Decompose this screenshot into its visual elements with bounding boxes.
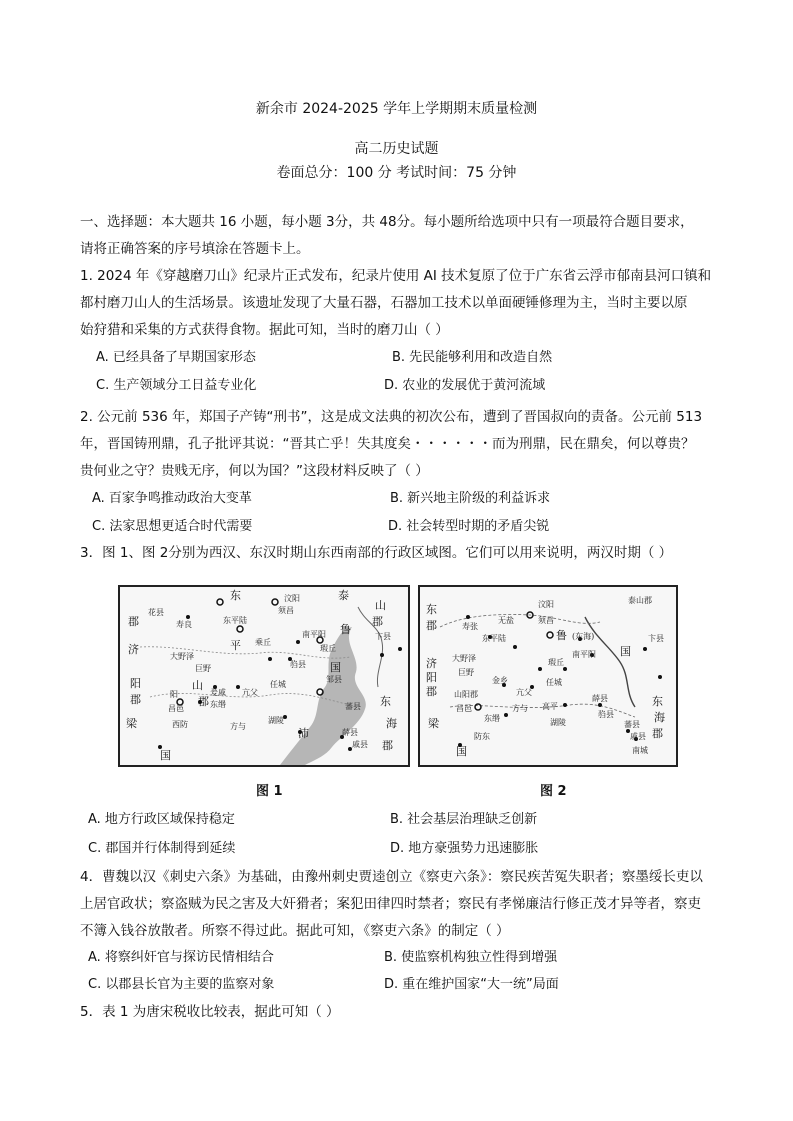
question-1-option-b[interactable]: B. 先民能够利用和改造自然: [392, 350, 553, 365]
map-label: 汶阳: [538, 600, 554, 609]
map-label: 方与: [230, 722, 246, 731]
map-label: 乘丘: [255, 638, 271, 647]
map-label: 戚县: [630, 732, 646, 741]
map-label: 湖陵: [268, 716, 284, 725]
map-label: 戚县: [352, 740, 368, 749]
map-label: 爰戚: [210, 688, 226, 697]
map-label: 郡: [382, 739, 393, 752]
map-label: 大野泽: [170, 652, 194, 661]
map-corner-label: 泰山郡: [628, 596, 652, 605]
question-2-option-d[interactable]: D. 社会转型时期的矛盾尖锐: [388, 519, 550, 534]
map-label: 南平阳: [572, 650, 596, 659]
map-label: 梁: [126, 717, 137, 730]
map-label: 梁: [428, 717, 439, 730]
map-label: 汶阳: [284, 594, 300, 603]
map-label: 昌邑: [456, 704, 472, 713]
question-4-line-3: 不簿入钱谷放散者。所察不得过此。据此可知，《察吏六条》的制定（ ）: [80, 923, 510, 939]
map-label: 瑕丘: [548, 658, 564, 667]
map-label: 阳: [426, 671, 437, 684]
question-1-line-2: 都村磨刀山人的生活场景。该遗址发现了大量石器，石器加工技术以单面硬锤修理为主，当时主要以原: [80, 295, 688, 311]
map-label: 巨野: [195, 664, 211, 673]
map-label: 东: [230, 589, 241, 602]
map-label: 山: [192, 679, 203, 692]
figure-2-map-svg: [420, 587, 676, 765]
map-label: 任城: [546, 678, 562, 687]
question-2-line-3: 贵何业之守？贵贱无序，何以为国？”这段材料反映了（ ）: [80, 463, 429, 479]
map-label: 卞县: [375, 632, 391, 641]
map-label: 昌邑: [168, 704, 184, 713]
map-label: 西防: [172, 720, 188, 729]
question-1-option-d[interactable]: D. 农业的发展优于黄河流域: [384, 378, 546, 393]
map-label: 郡: [426, 619, 437, 632]
question-2-line-1: 2. 公元前 536 年，郑国子产铸“刑书”，这是成文法典的初次公布，遭到了晋国叔向的责备。公元前 513: [80, 409, 703, 425]
map-label: 海: [386, 717, 397, 730]
map-label: 鲁: [340, 623, 351, 636]
question-1-option-a[interactable]: A. 已经具备了早期国家形态: [96, 350, 256, 365]
question-2-option-b[interactable]: B. 新兴地主阶级的利益诉求: [390, 491, 551, 506]
map-label: 薛县: [592, 694, 608, 703]
map-label: 湖陵: [550, 718, 566, 727]
question-5-line-1: 5．表 1 为唐宋税收比较表，据此可知（ ）: [80, 1004, 340, 1020]
map-label: 瑕丘: [320, 644, 336, 653]
section-instruction-line-1: 一、选择题：本大题共 16 小题，每小题 3分，共 48分。每小题所给选项中只有一项最符合题目要求，: [80, 214, 694, 230]
map-label: 金乡: [492, 676, 508, 685]
map-label: 济: [426, 657, 437, 670]
question-4-line-1: 4．曹魏以汉《刺史六条》为基础，由豫州刺史贾逵创立《察吏六条》：察民疾苦冤失职者；察墨绥长吏以: [80, 869, 703, 885]
question-2-option-c[interactable]: C. 法家思想更适合时代需要: [92, 519, 253, 534]
question-1-option-c[interactable]: C. 生产领域分工日益专业化: [96, 378, 257, 393]
question-3-option-a[interactable]: A. 地方行政区域保持稳定: [88, 812, 235, 827]
map-label: 大野泽: [452, 654, 476, 663]
map-label: 亢父: [242, 688, 258, 697]
map-label: 国: [330, 661, 341, 674]
map-label: 任城: [270, 680, 286, 689]
question-4-option-b[interactable]: B. 使监察机构独立性得到增强: [384, 950, 558, 965]
map-label: 东缗: [484, 714, 500, 723]
map-label: 阳: [170, 690, 178, 699]
map-label: 东: [380, 695, 391, 708]
map-label: 济: [128, 643, 139, 656]
question-4-option-a[interactable]: A. 将察纠奸官与探访民情相结合: [88, 950, 274, 965]
figure-1-map: [118, 585, 410, 767]
map-label: 郡: [652, 727, 663, 740]
map-label: 郡: [130, 693, 141, 706]
map-label: 东: [652, 695, 663, 708]
map-label: 驺县: [290, 660, 306, 669]
map-label: 东: [426, 603, 437, 616]
figure-1-map-svg: [120, 587, 408, 765]
question-4-line-2: 上居官政状；察盗贼为民之害及大奸猾者；案犯田律四时禁者；察民有孝悌廉洁行修正茂才异等者，察吏: [80, 896, 701, 912]
map-label: 东平陆: [482, 634, 506, 643]
question-1-line-1: 1. 2024 年《穿越磨刀山》纪录片正式发布，纪录片使用 AI 技术复原了位于广东省云浮市郁南县河口镇和: [80, 268, 712, 284]
figure-2-caption: 图 2: [540, 784, 567, 799]
question-3-option-c[interactable]: C. 郡国并行体制得到延续: [88, 841, 236, 856]
map-label: 花县: [148, 608, 164, 617]
question-4-option-c[interactable]: C. 以郡县长官为主要的监察对象: [88, 977, 275, 992]
map-label: 郡: [128, 615, 139, 628]
map-label: 南城: [632, 746, 648, 755]
question-2-option-a[interactable]: A. 百家争鸣推动政治大变革: [92, 491, 252, 506]
section-instruction-line-2: 请将正确答案的序号填涂在答题卡上。: [80, 241, 310, 257]
exam-title: 新余市 2024-2025 学年上学期期末质量检测: [255, 101, 538, 117]
question-4-option-d[interactable]: D. 重在维护国家“大一统”局面: [384, 977, 559, 992]
map-label: 蕃县: [624, 720, 640, 729]
map-label: 薛县: [342, 728, 358, 737]
map-label: 郡: [372, 615, 383, 628]
map-label: 卞县: [648, 634, 664, 643]
map-label: 须昌: [538, 616, 554, 625]
question-1-line-3: 始狩猎和采集的方式获得食物。据此可知，当时的磨刀山（ ）: [80, 322, 449, 338]
map-label: 国: [456, 745, 467, 758]
map-label: 郡: [198, 695, 209, 708]
figure-1-caption: 图 1: [256, 784, 283, 799]
map-label: (东海): [572, 632, 595, 641]
map-label: 东平陆: [223, 616, 247, 625]
map-label: 沛: [298, 727, 309, 740]
question-3-option-d[interactable]: D. 地方豪强势力迅速膨胀: [390, 841, 539, 856]
map-label: 鲁: [556, 629, 567, 642]
map-label: 方与: [512, 704, 528, 713]
map-label: 寿良: [176, 620, 192, 629]
map-label: 高平: [542, 702, 558, 711]
map-label: 东缗: [210, 700, 226, 709]
exam-subtitle: 高二历史试题: [354, 141, 439, 157]
map-label: 须昌: [278, 606, 294, 615]
question-3-line-1: 3．图 1、图 2分别为西汉、东汉时期山东西南部的行政区域图。它们可以用来说明，两汉时期（ ）: [80, 545, 673, 561]
map-label: 亢父: [516, 688, 532, 697]
map-label: 巨野: [458, 668, 474, 677]
map-label: 邹县: [326, 675, 342, 684]
map-label: 海: [654, 711, 665, 724]
map-label: 平: [230, 639, 241, 652]
map-label: 泰: [338, 589, 349, 602]
figure-2-map: [418, 585, 678, 767]
map-label: 阳: [130, 677, 141, 690]
map-label: 防东: [474, 732, 490, 741]
map-label: 寿张: [462, 622, 478, 631]
map-label: 蕃县: [345, 702, 361, 711]
map-label: 无盐: [498, 616, 514, 625]
map-label: 南平阳: [302, 630, 326, 639]
map-label: 山阳郡: [454, 690, 478, 699]
map-label: 郡: [426, 685, 437, 698]
question-2-line-2: 年，晋国铸刑鼎，孔子批评其说：“晋其亡乎！失其度矣・・・・・・而为刑鼎，民在鼎矣，何以尊贵？: [80, 436, 695, 452]
map-label: 驺县: [598, 710, 614, 719]
map-label: 国: [620, 645, 631, 658]
map-label: 国: [160, 749, 171, 762]
map-label: 山: [375, 599, 386, 612]
question-3-option-b[interactable]: B. 社会基层治理缺乏创新: [390, 812, 538, 827]
exam-meta: 卷面总分：100 分 考试时间：75 分钟: [276, 165, 517, 181]
